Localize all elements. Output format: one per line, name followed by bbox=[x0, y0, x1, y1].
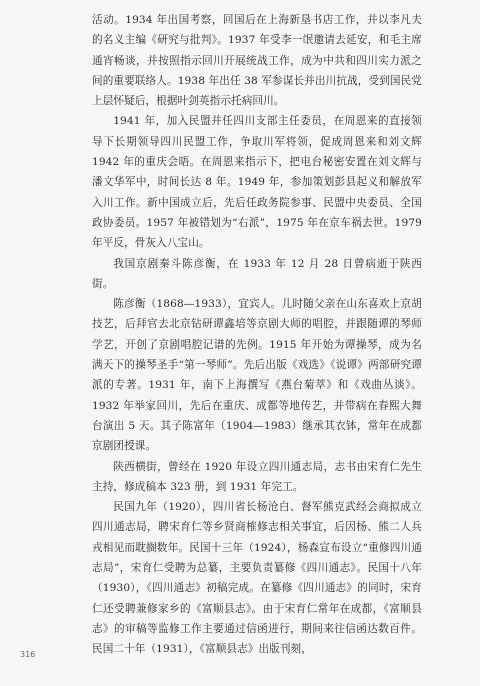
paragraph-2: 1941 年，加入民盟并任四川支部主任委员，在周恩来的直接领导下长期领导四川民盟工作，争取川军将领，促成周恩来和刘文辉 1942 年的重庆会晤。在周恩来指示下，把电台秘密安置在刘文辉与潘文华军中，时间长达 8 年。1949 年，参加策划彭县起义和解放军入川工作。新中国成立后，先后任政务院参事、民盟中央委员、全国政协委员。1957 年被错划为“右派”，1975 年在京车祸去世。1979 年平反，骨灰入八宝山。 bbox=[92, 115, 422, 250]
page-body bbox=[92, 10, 422, 660]
paragraph-1: 活动。1934 年出国考察，回国后在上海新垦书店工作，并以李凡夫的名义主编《研究与批判》。1937 年受李一氓邀请去延安，和毛主席通宵畅谈，并按照指示回川开展统战工作，成为中共和四川实力派之间的重要联络人。1938 年出任 38 军参谋长并出川抗战，受到国民党上层怀疑后，根据叶剑英指示托病回川。 bbox=[92, 14, 422, 108]
paragraph-6: 民国九年（1920），四川省长杨沧白、督军熊克武经会商拟成立四川通志局，聘宋育仁等乡贤商榷修志相关事宜，后因杨、熊二人兵戎相见而耽搁数年。民国十三年（1924），杨森宣布设立“重修四川通志局”，宋育仁受聘为总纂，主要负责纂修《四川通志》。民国十八年（1930），《四川通志》初稿完成。在纂修《四川通志》的同时，宋育仁还受聘兼修家乡的《富顺县志》。由于宋育仁常年在成都，《富顺县志》的审稿等监修工作主要通过信函进行，期间来往信函达数百件。民国二十年（1931），《富顺县志》出版刊刻， bbox=[92, 501, 422, 656]
paragraph-4: 陈彦衡（1868—1933），宜宾人。儿时随父亲在山东喜欢上京胡技艺，后拜官去北京钻研谭鑫培等京剧大师的唱腔，并跟随谭的琴师学艺，开创了京剧唱腔记谱的先例。1915 年开始为谭操琴，成为名满天下的操琴圣手“第一琴师”。先后出版《戏选》《说谭》两部研究谭派的专著。1931 年，南下上海撰写《燕台菊萃》和《戏曲丛谈》。1932 年举家回川，先后在重庆、成都等地传艺，并带病在春熙大舞台演出 5 天。其子陈富年（1904—1983）继承其衣钵，常年在成都京剧团授课。 bbox=[92, 298, 422, 453]
paragraph-3: 我国京剧秦斗陈彦衡，在 1933 年 12 月 28 日曾病逝于陕西街。 bbox=[92, 257, 422, 290]
paragraph-5: 陕西横街，曾经在 1920 年设立四川通志局，志书由宋育仁先生主持，修成稿本 323 册，到 1931 年完工。 bbox=[92, 460, 422, 493]
page-number: 316 bbox=[20, 650, 36, 659]
